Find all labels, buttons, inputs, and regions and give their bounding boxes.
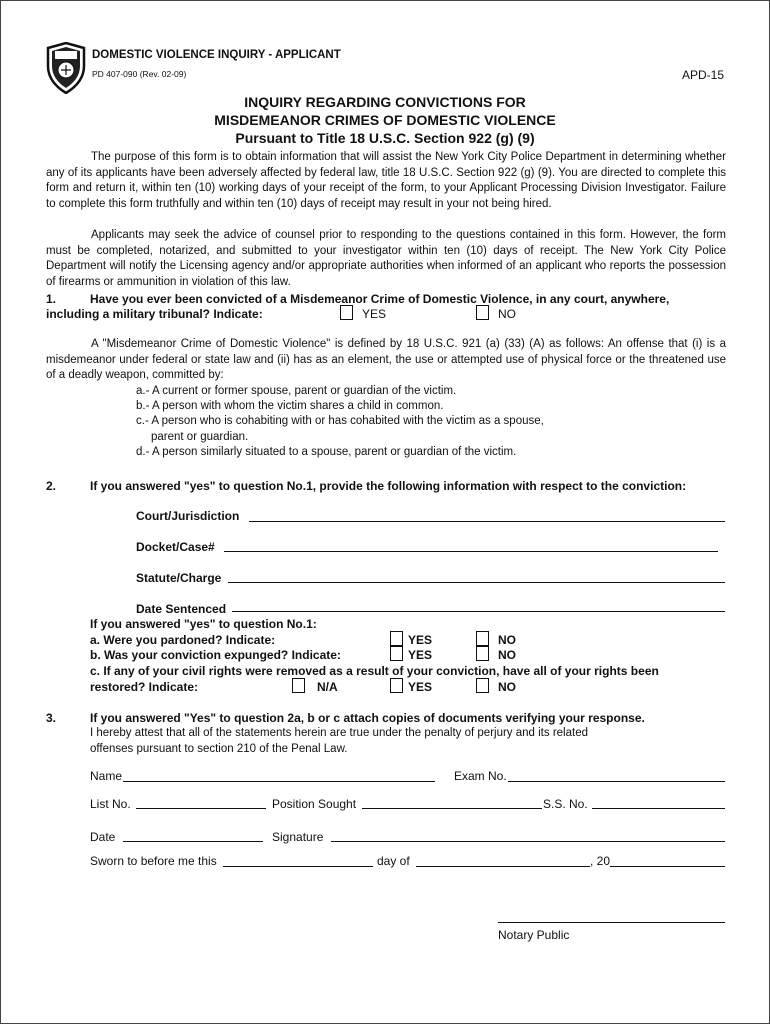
q2c-no-label: NO <box>498 680 516 694</box>
date-sentenced-field[interactable] <box>232 611 725 612</box>
year-label: , 20 <box>590 854 611 868</box>
q2a-yes-label: YES <box>408 633 433 647</box>
notary-label: Notary Public <box>498 928 570 942</box>
q1-yes-checkbox[interactable] <box>340 305 353 320</box>
statute-label: Statute/Charge <box>136 571 222 585</box>
q3-text: If you answered "Yes" to question 2a, b or c attach copies of documents verifying your response. <box>90 711 645 725</box>
intro-paragraph-2: Applicants may seek the advice of counsel prior to responding to the questions contained in this form. However, the form must be completed, notarized, and submitted to your investigator within ten (10) days of receipt. The New York City Police Department will notify the Licensing agency and/or appropriate authorities when informed of an applicant who reports the possession of firearms or ammunition in violation of this law. <box>46 229 726 288</box>
notary-signature-line[interactable] <box>498 922 725 923</box>
signature-field[interactable] <box>331 841 725 842</box>
intro-paragraph-1: The purpose of this form is to obtain information that will assist the New York City Police Department in determining whether any of its applicants have been adversely affected by federal law, title 18 U.S.C. Section 922 (g) (9). You are directed to complete this form and return it, within ten (10) working days of your receipt of the form, to your Applicant Processing Division Investigator. Failure to complete this form truthfully and within ten (10) days of receipt may result in your not being hired. <box>46 151 726 210</box>
sworn-day-field[interactable] <box>223 866 373 867</box>
q2b-text: b. Was your conviction expunged? Indicate: <box>90 648 341 662</box>
q1-number: 1. <box>46 292 57 306</box>
position-label: Position Sought <box>272 797 357 811</box>
position-field[interactable] <box>362 808 542 809</box>
police-badge-logo <box>44 42 88 94</box>
sworn-month-field[interactable] <box>416 866 590 867</box>
q2c-na-label: N/A <box>317 680 338 694</box>
q2b-no-checkbox[interactable] <box>476 646 489 661</box>
attest-line-2: offenses pursuant to section 210 of the Penal Law. <box>90 743 348 755</box>
q2a-yes-checkbox[interactable] <box>390 631 403 646</box>
q1-text-line-1: Have you ever been convicted of a Misdemeanor Crime of Domestic Violence, in any court, anywhere, <box>90 292 670 306</box>
q1-text-line-2: including a military tribunal? Indicate: <box>46 307 263 321</box>
definition-item-c-cont: parent or guardian. <box>151 431 249 443</box>
q1-yes-label: YES <box>362 307 387 321</box>
date-label: Date <box>90 830 116 844</box>
list-field[interactable] <box>136 808 266 809</box>
q2c-no-checkbox[interactable] <box>476 678 489 693</box>
definition-item-c: c.- A person who is cohabiting with or has cohabited with the victim as a spouse, <box>136 415 544 427</box>
title-line-2: MISDEMEANOR CRIMES OF DOMESTIC VIOLENCE <box>214 112 556 128</box>
q2a-text: a. Were you pardoned? Indicate: <box>90 633 276 647</box>
sworn-year-field[interactable] <box>610 866 725 867</box>
definition-item-a: a.- A current or former spouse, parent or guardian of the victim. <box>136 385 457 397</box>
q2-text: If you answered "yes" to question No.1, provide the following information with respect to the conviction: <box>90 479 687 493</box>
docket-label: Docket/Case# <box>136 540 215 554</box>
attest-line-1: I hereby attest that all of the statements herein are true under the penalty of perjury and its related <box>90 727 588 739</box>
q2-sub-heading: If you answered "yes" to question No.1: <box>90 617 317 631</box>
q2c-na-checkbox[interactable] <box>292 678 305 693</box>
q2c-text-line-2: restored? Indicate: <box>90 680 199 694</box>
title-line-3: Pursuant to Title 18 U.S.C. Section 922 (g) (9) <box>235 130 535 146</box>
definition-item-d: d.- A person similarly situated to a spouse, parent or guardian of the victim. <box>136 446 517 458</box>
statute-field[interactable] <box>228 582 725 583</box>
exam-field[interactable] <box>508 781 725 782</box>
form-title: DOMESTIC VIOLENCE INQUIRY - APPLICANT <box>92 49 341 61</box>
form-number: PD 407-090 (Rev. 02-09) <box>92 69 187 79</box>
date-sentenced-label: Date Sentenced <box>136 602 227 616</box>
date-field[interactable] <box>123 841 263 842</box>
definition-item-b: b.- A person with whom the victim shares a child in common. <box>136 400 444 412</box>
q1-no-label: NO <box>498 307 516 321</box>
docket-field[interactable] <box>224 551 718 552</box>
q2c-yes-checkbox[interactable] <box>390 678 403 693</box>
list-label: List No. <box>90 797 131 811</box>
name-field[interactable] <box>123 781 435 782</box>
q1-no-checkbox[interactable] <box>476 305 489 320</box>
q2b-yes-checkbox[interactable] <box>390 646 403 661</box>
day-of-label: day of <box>377 854 410 868</box>
title-line-1: INQUIRY REGARDING CONVICTIONS FOR <box>244 94 526 110</box>
court-label: Court/Jurisdiction <box>136 509 240 523</box>
q1-definition: A "Misdemeanor Crime of Domestic Violence" is defined by 18 U.S.C. 921 (a) (33) (A) as follows: An offense that (i) is a misdemeanor under federal or state law and (ii) has as an element, the use or attempted use of physical force or the threatened use of a deadly weapon, committed by: <box>46 338 726 381</box>
sworn-label: Sworn to before me this <box>90 854 217 868</box>
q2a-no-label: NO <box>498 633 516 647</box>
exam-label: Exam No. <box>454 769 507 783</box>
signature-label: Signature <box>272 830 324 844</box>
court-field[interactable] <box>249 521 725 522</box>
q2c-yes-label: YES <box>408 680 433 694</box>
q2a-no-checkbox[interactable] <box>476 631 489 646</box>
q2c-text-line-1: c. If any of your civil rights were removed as a result of your conviction, have all of your rights been <box>90 664 659 678</box>
q2-number: 2. <box>46 479 57 493</box>
name-label: Name <box>90 769 123 783</box>
q2b-no-label: NO <box>498 648 516 662</box>
ssn-label: S.S. No. <box>543 797 588 811</box>
q2b-yes-label: YES <box>408 648 433 662</box>
ssn-field[interactable] <box>592 808 725 809</box>
q3-number: 3. <box>46 711 57 725</box>
form-code: APD-15 <box>682 68 725 82</box>
